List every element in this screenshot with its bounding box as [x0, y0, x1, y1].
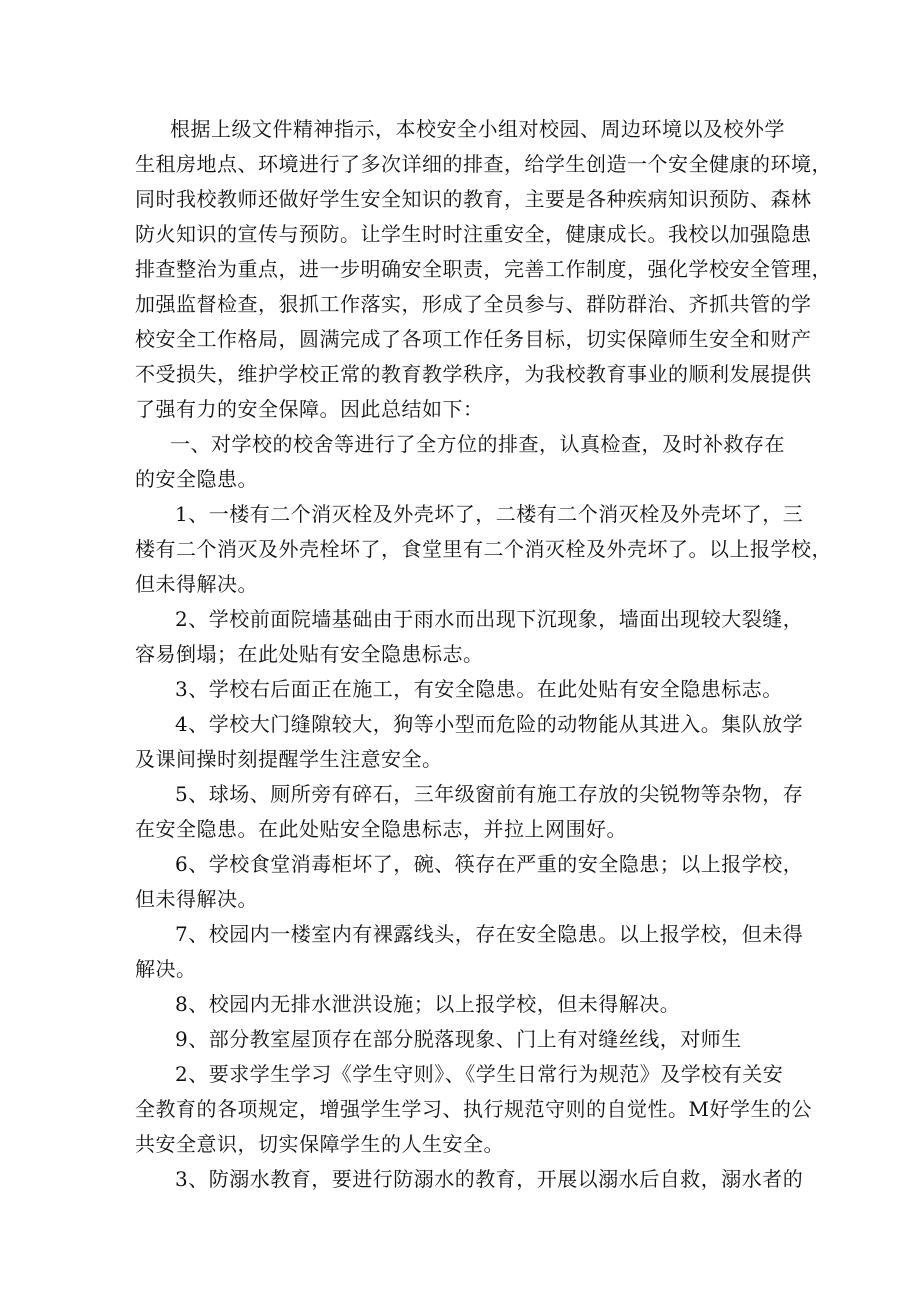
intro-line-1: 根据上级文件精神指示，本校安全小组对校园、周边环境以及校外学 — [170, 117, 785, 141]
section2-line-2: 全教育的各项规定，增强学生学习、执行规范守则的自觉性。M好学生的公 — [135, 1097, 812, 1121]
item9-line-1: 9、部分教室屋顶存在部分脱落现象、门上有对缝丝线，对师生 — [175, 1027, 742, 1051]
section2-line-1: 2、要求学生学习《学生守则》、《学生日常行为规范》及学校有关安 — [175, 1062, 784, 1086]
intro-line-6: 加强监督检查，狠抓工作落实，形成了全员参与、群防群治、齐抓共管的学 — [135, 292, 812, 316]
intro-line-2: 生租房地点、环境进行了多次详细的排查，给学生创造一个安全健康的环境， — [135, 152, 832, 176]
item3-line-1: 3、学校右后面正在施工，有安全隐患。在此处贴有安全隐患标志。 — [175, 677, 783, 701]
item2-line-2: 容易倒塌；在此处贴有安全隐患标志。 — [135, 642, 484, 666]
intro-line-9: 了强有力的安全保障。因此总结如下： — [135, 397, 484, 421]
section1-line-2: 的安全隐患。 — [135, 467, 258, 491]
item4-line-2: 及课间操时刻提醒学生注意安全。 — [135, 747, 443, 771]
item7-line-2: 解决。 — [135, 957, 197, 981]
item8-line-1: 8、校园内无排水泄洪设施；以上报学校，但未得解决。 — [175, 992, 681, 1016]
item6-line-1: 6、学校食堂消毒柜坏了，碗、筷存在严重的安全隐患；以上报学校， — [175, 852, 804, 876]
item1-line-1: 1、一楼有二个消灭栓及外壳坏了，二楼有二个消灭栓及外壳坏了，三 — [175, 502, 804, 526]
item5-line-2: 在安全隐患。在此处贴安全隐患标志，并拉上网围好。 — [135, 817, 627, 841]
item6-line-2: 但未得解决。 — [135, 887, 258, 911]
item4-line-1: 4、学校大门缝隙较大，狗等小型而危险的动物能从其进入。集队放学 — [175, 712, 804, 736]
item7-line-1: 7、校园内一楼室内有裸露线头，存在安全隐患。以上报学校，但未得 — [175, 922, 804, 946]
item1-line-3: 但未得解决。 — [135, 572, 258, 596]
item1-line-2: 楼有二个消灭及外壳栓坏了，食堂里有二个消灭栓及外壳坏了。以上报学校， — [135, 537, 832, 561]
section3-line-1: 3、防溺水教育，要进行防溺水的教育，开展以溺水后自救，溺水者的 — [175, 1167, 804, 1191]
intro-line-3: 同时我校教师还做好学生安全知识的教育，主要是各种疾病知识预防、森林 — [135, 187, 812, 211]
intro-line-5: 排查整治为重点，进一步明确安全职责，完善工作制度，强化学校安全管理， — [135, 257, 832, 281]
intro-line-4: 防火知识的宣传与预防。让学生时时注重安全，健康成长。我校以加强隐患 — [135, 222, 812, 246]
intro-line-7: 校安全工作格局，圆满完成了各项工作任务目标，切实保障师生安全和财产 — [135, 327, 812, 351]
section2-line-3: 共安全意识，切实保障学生的人生安全。 — [135, 1132, 504, 1156]
intro-line-8: 不受损失，维护学校正常的教育教学秩序，为我校教育事业的顺利发展提供 — [135, 362, 812, 386]
section1-line-1: 一、对学校的校舍等进行了全方位的排查，认真检查，及时补救存在 — [170, 432, 785, 456]
item2-line-1: 2、学校前面院墙基础由于雨水而出现下沉现象，墙面出现较大裂缝， — [175, 607, 804, 631]
item5-line-1: 5、球场、厕所旁有碎石，三年级窗前有施工存放的尖锐物等杂物，存 — [175, 782, 804, 806]
